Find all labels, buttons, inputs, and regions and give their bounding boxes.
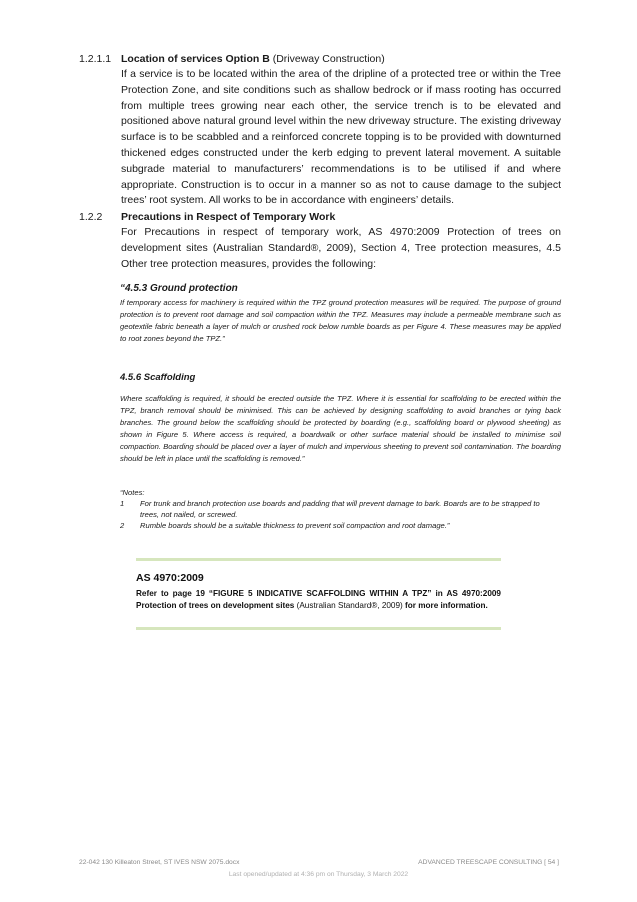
notes-heading: “Notes: [120,488,145,497]
section-number: 1.2.1.1 [79,53,112,65]
callout-title: AS 4970:2009 [136,572,204,584]
section-title-bold: Precautions in Respect of Temporary Work [121,211,336,223]
note-number-2: 2 [120,521,125,530]
note-text-1-line-1: For trunk and branch protection use boards and padding that will prevent damage to bark. Boards are to be strapped to [140,499,540,508]
section-title [121,211,335,223]
note-number-1: 1 [120,499,125,508]
footer-document-name: 22-042 130 Killeaton Street, ST IVES NSW 2075.docx [79,859,240,866]
callout-bottom-bar [136,627,501,630]
section-body: For Precautions in respect of temporary work, AS 4970:2009 Protection of trees on development sites (Australian Standard®, 2009), Section 4, Tree protection measures, 4.5 Other tree protection measures, provides the following: [121,226,561,270]
section-title-bold: Location of services Option B [121,53,270,65]
footer-company-page: ADVANCED TREESCAPE CONSULTING [ 54 ] [418,859,559,866]
quote-heading-ground-protection: “4.5.3 Ground protection [120,283,238,294]
section-number: 1.2.2 [79,211,103,223]
note-text-1-line-2: trees, not nailed, or screwed. [140,510,238,519]
footer-last-saved: Last opened/updated at 4:36 pm on Thursday, 3 March 2022 [228,871,409,878]
callout-text-bold-1: Refer to page 19 “FIGURE 5 INDICATIVE SCAFFOLDING WITHIN A TPZ” in AS 4970:2009 Protection of trees on development sites [136,589,501,610]
quote-heading-scaffolding: 4.5.6 Scaffolding [120,372,196,383]
callout-top-bar [136,558,501,561]
quote-body-ground-protection: If temporary access for machinery is required within the TPZ ground protection measures will be required. The purpose of ground protection is to prevent root damage and soil compaction within the TPZ. Measures may include a permeable membrane such as geotextile fabric beneath a layer of mulch or crushed rock below rumble boards as per Figure 4. These measures may be applied to root zones beyond the TPZ.” [120,298,561,343]
note-text-2: Rumble boards should be a suitable thickness to prevent soil compaction and root damage.” [140,521,450,530]
quote-body-scaffolding: Where scaffolding is required, it should be erected outside the TPZ. Where it is essential for scaffolding to be erected within the TPZ, branch removal should be minimised. This can be achieved by designing scaffolding to avoid branches or tying back branches. The ground below the scaffolding should be protected by boarding (e.g., scaffolding board or plywood sheeting) as shown in Figure 5. Where access is required, a boardwalk or other surface material should be installed to minimise soil compaction. Boarding should be placed over a layer of mulch and impervious sheeting to prevent soil contamination. The boarding should be left in place until the scaffolding is removed.” [120,394,561,463]
callout-text-regular: (Australian Standard®, 2009) [294,600,406,610]
callout-text-bold-2: for more information. [405,600,488,610]
section-body: If a service is to be located within the area of the dripline of a protected tree or within the Tree Protection Zone, and site conditions such as shallow bedrock or if mass rooting has occurred from multiple trees growing near each other, the service trench is to be elevated and positioned above natural ground level within the new driveway structure. The existing driveway surface is to be scabbled and a reinforced concrete topping is to be provided with downturned thickened edges constructed under the kerb edging to prevent lateral movement. A suitable subgrade material to manufacturers’ recommendations is to be utilised if and where appropriate. Construction is to occur in a manner so as not to cause damage to the subject trees’ root system. All works to be in accordance with engineers’ details. [121,68,561,207]
section-title-rest: (Driveway Construction) [269,53,385,65]
section-title [121,53,385,65]
callout-text [136,588,501,611]
